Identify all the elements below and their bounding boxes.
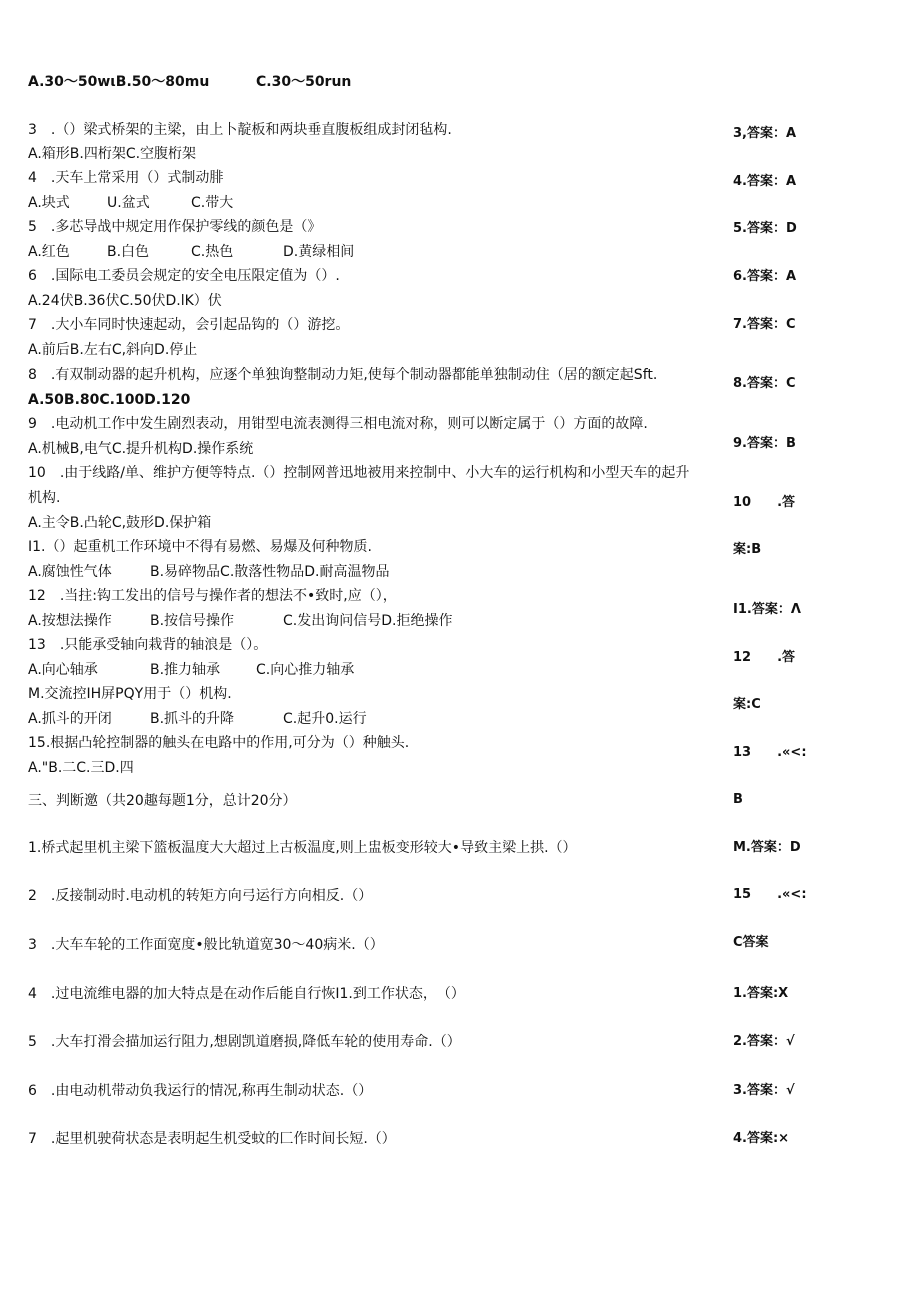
q2-option-a-b: A.30～50wιB.50～80mu <box>28 74 210 90</box>
question-11: I1.（）起重机工作环境中不得有易燃、易爆及何种物质. <box>28 539 372 555</box>
question-8: 8 .有双制动器的起升机构，应逐个单独询整制动力矩,使每个制动器都能单独制动住（居的额定起Sft. <box>28 367 658 383</box>
section-3-title: 三、判断邀（共20趣每题1分，总计20分） <box>28 793 297 809</box>
question-7-options: A.前后B.左右C,斜向D.停止 <box>28 342 198 358</box>
judgment-4: 4 .过电流维电器的加大特点是在动作后能自行恢I1.到工作状态， （） <box>28 986 465 1002</box>
question-15-options: A."B.二C.三D.四 <box>28 760 134 776</box>
answer-5: 5.答案：D <box>733 221 797 236</box>
answer-13-line-1: 13 .«<: <box>733 745 807 760</box>
question-13-option-a: A.向心轴承 <box>28 662 98 678</box>
judgment-3: 3 .大车车轮的工作面宽度•般比轨道宽30～40病米.（） <box>28 937 384 953</box>
judgment-5: 5 .大车打滑会描加运行阻力,想剧凯道磨损,降低车轮的使用寿命.（） <box>28 1034 461 1050</box>
answer-13-line-2: B <box>733 792 743 807</box>
question-14: M.交流控IH屏PQY用于（）机构. <box>28 686 232 702</box>
question-12-option-a: A.按想法操作 <box>28 613 112 629</box>
answer-11: I1.答案：Λ <box>733 602 801 617</box>
question-9: 9 .电动机工作中发生剧烈表动，用钳型电流表测得三相电流对称，则可以断定属于（）方面的故障. <box>28 416 648 432</box>
question-10-options: A.主令B.凸轮C,鼓形D.保护箱 <box>28 515 212 531</box>
question-9-options: A.机械B,电气C.提升机构D.操作系统 <box>28 441 254 457</box>
question-6-options: A.24伏B.36伏C.50伏D.lK）伏 <box>28 293 222 309</box>
answer-7: 7.答案：C <box>733 317 796 332</box>
answer-12-line-1: 12 .答 <box>733 650 796 665</box>
question-4-option-a: A.块式 <box>28 195 70 211</box>
question-5-option-a: A.红色 <box>28 244 70 260</box>
question-11-option-b: B.易碎物品C.散落性物品D.耐高温物品 <box>150 564 390 580</box>
question-12-option-c: C.发出询问信号D.拒绝操作 <box>283 613 453 629</box>
answer-8: 8.答案：C <box>733 376 796 391</box>
question-13-option-b: B.推力轴承 <box>150 662 221 678</box>
question-10-line-2: 机构. <box>28 490 61 506</box>
question-5-option-c: C.热色 <box>191 244 234 260</box>
answer-15-line-2: C答案 <box>733 935 769 950</box>
question-5-option-d: D.黄绿相间 <box>283 244 355 260</box>
question-5-option-b: B.白色 <box>107 244 150 260</box>
judgment-answer-1: 1.答案:X <box>733 986 789 1001</box>
question-10-line-1: 10 .由于线路/单、维护方便等特点.（）控制网普迅地被用来控制中、小大车的运行机构和小型天车的起升 <box>28 465 690 481</box>
question-7: 7 .大小车同时快速起动，会引起品钩的（）游挖。 <box>28 317 350 333</box>
question-14-option-c: C.起升0.运行 <box>283 711 367 727</box>
question-12: 12 .当拄:钩工发出的信号与操作者的想法不•致时,应（）， <box>28 588 397 604</box>
question-13-option-c: C.向心推力轴承 <box>256 662 355 678</box>
question-4-option-b: U.盆式 <box>107 195 150 211</box>
answer-10-line-2: 案:B <box>733 542 762 557</box>
answer-6: 6.答案：A <box>733 269 797 284</box>
judgment-answer-4: 4.答案:× <box>733 1131 790 1146</box>
answer-15-line-1: 15 .«<: <box>733 887 807 902</box>
question-3-options: A.箱形B.四桁架C.空腹桁架 <box>28 146 197 162</box>
question-3: 3 .（）梁式桥架的主梁，由上卜靛板和两块垂直腹板组成封闭毡构. <box>28 122 452 138</box>
question-14-option-b: B.抓斗的升降 <box>150 711 235 727</box>
judgment-7: 7 .起里机驶荷状态是表明起生机受蚊的匚作时间长短.（） <box>28 1131 396 1147</box>
answer-12-line-2: 案:C <box>733 697 761 712</box>
question-4-option-c: C.带大 <box>191 195 234 211</box>
question-4: 4 .天车上常采用（）式制动腓 <box>28 170 224 186</box>
judgment-2: 2 .反接制动时.电动机的转矩方向弓运行方向相反.（） <box>28 888 373 904</box>
question-15: 15.根据凸轮控制器的触头在电路中的作用,可分为（）种触头. <box>28 735 410 751</box>
question-14-option-a: A.抓斗的开闭 <box>28 711 112 727</box>
question-6: 6 .国际电工委员会规定的安全电压限定值为（）. <box>28 268 340 284</box>
answer-4: 4.答案：A <box>733 174 797 189</box>
answer-10-line-1: 10 .答 <box>733 495 796 510</box>
question-11-option-a: A.腐蚀性气体 <box>28 564 112 580</box>
question-5: 5 .多芯导战中规定用作保护零线的颜色是（》 <box>28 219 322 235</box>
question-13: 13 .只能承受轴向栽背的轴浪是（）。 <box>28 637 268 653</box>
question-12-option-b: B.按信号操作 <box>150 613 235 629</box>
judgment-1: 1.桥式起里机主梁下篮板温度大大超过上古板温度,则上盅板变形较大•导致主梁上拱.（） <box>28 840 577 856</box>
answer-14: M.答案：D <box>733 840 801 855</box>
judgment-answer-3: 3.答案：√ <box>733 1083 795 1098</box>
judgment-6: 6 .由电动机带动负我运行的情况,称再生制动状态.（） <box>28 1083 373 1099</box>
q2-option-c: C.30～50run <box>256 74 352 90</box>
answer-3: 3,答案：A <box>733 126 797 141</box>
judgment-answer-2: 2.答案：√ <box>733 1034 795 1049</box>
question-8-options: A.50B.80C.100D.120 <box>28 392 191 408</box>
answer-9: 9.答案：B <box>733 436 796 451</box>
